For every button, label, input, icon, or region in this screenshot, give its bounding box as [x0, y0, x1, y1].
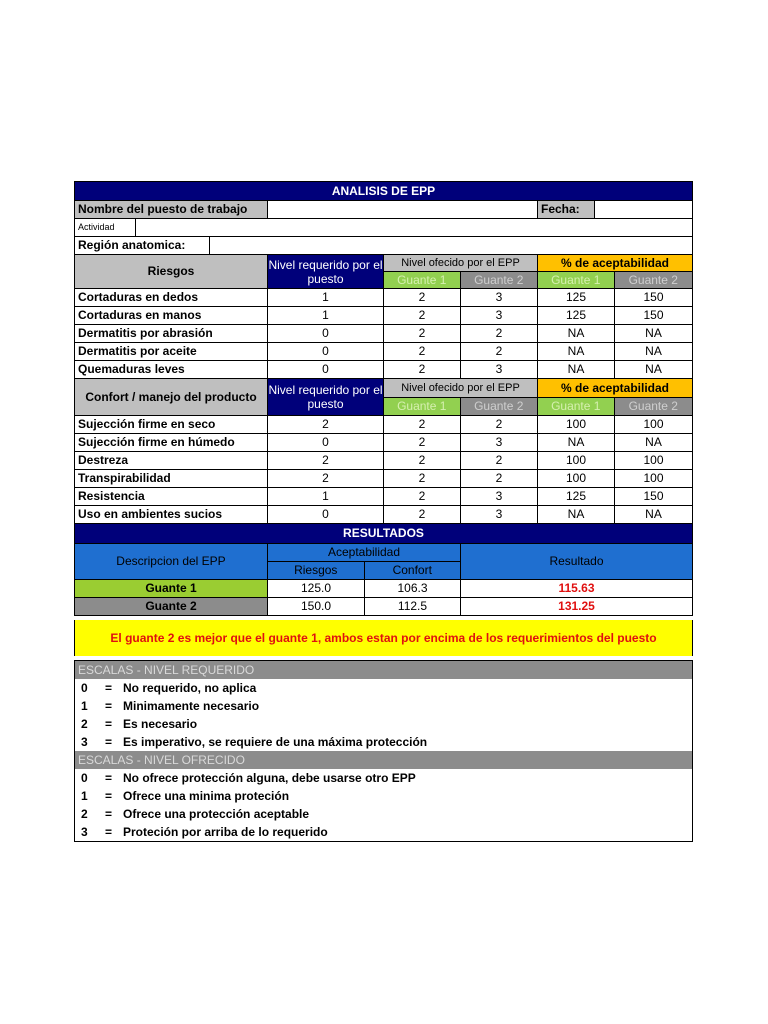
row-name: Transpirabilidad	[74, 470, 268, 488]
conclusion-banner: El guante 2 es mejor que el guante 1, ambos estan por encima de los requerimientos del puesto	[74, 620, 693, 656]
row-req: 0	[268, 506, 384, 524]
scale-text: Ofrece una minima proteción	[123, 789, 290, 803]
riesgos-rows	[74, 289, 693, 379]
resultados-aceptabilidad-header: Aceptabilidad	[268, 544, 460, 562]
resultado-guante1-confort: 106.3	[365, 580, 461, 598]
row-a1: 100	[538, 452, 615, 470]
row-req: 1	[268, 289, 384, 307]
scale-number: 0	[81, 681, 88, 695]
confort-aceptabilidad-guante1: Guante 1	[538, 398, 615, 415]
resultados-resultado-header: Resultado	[461, 544, 693, 580]
confort-aceptabilidad-group	[538, 379, 693, 416]
scale-number: 1	[81, 699, 88, 713]
scale-text: Proteción por arriba de lo requerido	[123, 825, 328, 839]
riesgos-aceptabilidad-guante1: Guante 1	[538, 272, 615, 288]
escalas-requerido-title: ESCALAS - NIVEL REQUERIDO	[75, 661, 692, 679]
row-a1: 100	[538, 470, 615, 488]
riesgos-nivel-requerido-header: Nivel requerido por el puesto	[268, 255, 384, 289]
puesto-value-cell[interactable]	[268, 201, 538, 219]
resultado-guante2-confort: 112.5	[365, 598, 461, 616]
row-o2: 3	[461, 289, 538, 307]
region-value-cell[interactable]	[210, 237, 693, 255]
row-req: 1	[268, 488, 384, 506]
row-o2: 3	[461, 434, 538, 452]
riesgos-ofrecido-guante1: Guante 1	[384, 272, 461, 288]
row-name: Sujección firme en húmedo	[74, 434, 268, 452]
scale-text: No requerido, no aplica	[123, 681, 257, 695]
region-label: Región anatomica:	[74, 237, 210, 255]
list-item	[75, 733, 692, 751]
row-a2: 100	[615, 416, 693, 434]
row-o1: 2	[384, 506, 461, 524]
resultados-confort-header: Confort	[365, 562, 461, 579]
row-a1: NA	[538, 434, 615, 452]
row-name: Dermatitis por aceite	[74, 343, 268, 361]
table-row	[74, 416, 693, 434]
confort-header-row	[74, 379, 693, 416]
row-name: Dermatitis por abrasión	[74, 325, 268, 343]
row-a1: NA	[538, 343, 615, 361]
actividad-row	[74, 219, 693, 237]
list-item	[75, 787, 692, 805]
riesgos-aceptabilidad-group	[538, 255, 693, 289]
row-name: Cortaduras en dedos	[74, 289, 268, 307]
equals-sign: =	[105, 825, 113, 839]
row-o1: 2	[384, 289, 461, 307]
equals-sign: =	[105, 717, 113, 731]
row-a2: NA	[615, 325, 693, 343]
scale-number: 2	[81, 807, 88, 821]
resultado-guante1-riesgos: 125.0	[268, 580, 365, 598]
table-row	[74, 470, 693, 488]
row-a1: NA	[538, 506, 615, 524]
riesgos-header-row	[74, 255, 693, 289]
row-a1: 125	[538, 488, 615, 506]
table-row	[74, 580, 693, 598]
escalas-box	[74, 660, 693, 842]
scale-text: Es imperativo, se requiere de una máxima protección	[123, 735, 428, 749]
riesgos-aceptabilidad-guante2: Guante 2	[615, 272, 693, 288]
row-name: Resistencia	[74, 488, 268, 506]
confort-nivel-ofrecido-group	[384, 379, 538, 416]
row-req: 1	[268, 307, 384, 325]
row-o2: 2	[461, 452, 538, 470]
resultados-aceptabilidad-group	[268, 544, 461, 580]
table-row	[74, 506, 693, 524]
riesgos-section-label: Riesgos	[74, 255, 268, 289]
row-a2: 100	[615, 452, 693, 470]
scale-number: 3	[81, 735, 88, 749]
row-name: Uso en ambientes sucios	[74, 506, 268, 524]
scale-text: Minimamente necesario	[123, 699, 260, 713]
row-o1: 2	[384, 343, 461, 361]
row-o1: 2	[384, 361, 461, 379]
row-o2: 3	[461, 488, 538, 506]
row-name: Destreza	[74, 452, 268, 470]
row-a2: 150	[615, 488, 693, 506]
row-req: 0	[268, 325, 384, 343]
table-row	[74, 289, 693, 307]
row-a1: 125	[538, 289, 615, 307]
riesgos-aceptabilidad-header: % de aceptabilidad	[538, 255, 692, 272]
puesto-row	[74, 201, 693, 219]
table-row	[74, 343, 693, 361]
row-a2: NA	[615, 434, 693, 452]
confort-aceptabilidad-header: % de aceptabilidad	[538, 379, 692, 398]
row-a2: NA	[615, 343, 693, 361]
resultados-title: RESULTADOS	[74, 524, 693, 544]
riesgos-ofrecido-guante2: Guante 2	[461, 272, 538, 288]
title-row	[74, 181, 693, 201]
resultado-guante1-value: 115.63	[461, 580, 693, 598]
table-row	[74, 325, 693, 343]
row-o2: 2	[461, 416, 538, 434]
scale-text: Es necesario	[123, 717, 198, 731]
confort-aceptabilidad-guante2: Guante 2	[615, 398, 693, 415]
scale-number: 3	[81, 825, 88, 839]
row-req: 0	[268, 361, 384, 379]
resultado-guante1-name: Guante 1	[74, 580, 268, 598]
row-a1: NA	[538, 325, 615, 343]
resultados-title-row	[74, 524, 693, 544]
scale-text: No ofrece protección alguna, debe usarse otro EPP	[123, 771, 416, 785]
actividad-value-cell[interactable]	[136, 219, 693, 237]
scale-number: 1	[81, 789, 88, 803]
confort-section-label: Confort / manejo del producto	[74, 379, 268, 416]
riesgos-nivel-ofrecido-group	[384, 255, 538, 289]
row-name: Quemaduras leves	[74, 361, 268, 379]
row-a2: 100	[615, 470, 693, 488]
scale-text: Ofrece una protección aceptable	[123, 807, 310, 821]
table-row	[74, 307, 693, 325]
row-req: 0	[268, 434, 384, 452]
resultado-guante2-riesgos: 150.0	[268, 598, 365, 616]
table-row	[74, 598, 693, 616]
row-o1: 2	[384, 307, 461, 325]
list-item	[75, 769, 692, 787]
table-row	[74, 452, 693, 470]
row-a2: 150	[615, 307, 693, 325]
resultado-guante2-name: Guante 2	[74, 598, 268, 616]
fecha-value-cell[interactable]	[595, 201, 693, 219]
row-req: 2	[268, 416, 384, 434]
row-a2: 150	[615, 289, 693, 307]
confort-ofrecido-guante2: Guante 2	[461, 398, 538, 415]
equals-sign: =	[105, 771, 113, 785]
row-o2: 2	[461, 470, 538, 488]
list-item	[75, 697, 692, 715]
row-a2: NA	[615, 506, 693, 524]
row-name: Cortaduras en manos	[74, 307, 268, 325]
puesto-label: Nombre del puesto de trabajo	[74, 201, 268, 219]
table-row	[74, 488, 693, 506]
row-o1: 2	[384, 452, 461, 470]
epp-analysis-sheet	[74, 181, 693, 842]
row-o2: 2	[461, 325, 538, 343]
sheet-title: ANALISIS DE EPP	[74, 181, 693, 201]
table-row	[74, 361, 693, 379]
confort-nivel-ofrecido-header: Nivel ofecido por el EPP	[384, 379, 537, 398]
resultado-guante2-value: 131.25	[461, 598, 693, 616]
row-o1: 2	[384, 470, 461, 488]
list-item	[75, 715, 692, 733]
escalas-ofrecido-title: ESCALAS - NIVEL OFRECIDO	[75, 751, 692, 769]
scale-number: 0	[81, 771, 88, 785]
row-a1: NA	[538, 361, 615, 379]
row-a1: 125	[538, 307, 615, 325]
row-name: Sujección firme en seco	[74, 416, 268, 434]
row-req: 2	[268, 452, 384, 470]
row-o1: 2	[384, 434, 461, 452]
row-o2: 3	[461, 307, 538, 325]
row-a1: 100	[538, 416, 615, 434]
resultados-riesgos-header: Riesgos	[268, 562, 365, 579]
riesgos-nivel-ofrecido-header: Nivel ofecido por el EPP	[384, 255, 537, 272]
row-o1: 2	[384, 488, 461, 506]
row-o2: 3	[461, 361, 538, 379]
list-item	[75, 805, 692, 823]
list-item	[75, 823, 692, 841]
scale-number: 2	[81, 717, 88, 731]
region-row	[74, 237, 693, 255]
confort-ofrecido-guante1: Guante 1	[384, 398, 461, 415]
equals-sign: =	[105, 735, 113, 749]
equals-sign: =	[105, 681, 113, 695]
row-a2: NA	[615, 361, 693, 379]
confort-rows	[74, 416, 693, 524]
row-o2: 3	[461, 506, 538, 524]
equals-sign: =	[105, 789, 113, 803]
equals-sign: =	[105, 807, 113, 821]
table-row	[74, 434, 693, 452]
row-o1: 2	[384, 325, 461, 343]
actividad-label: Actividad	[74, 219, 136, 237]
confort-nivel-requerido-header: Nivel requerido por el puesto	[268, 379, 384, 416]
list-item	[75, 679, 692, 697]
resultados-descripcion-header: Descripcion del EPP	[74, 544, 268, 580]
resultados-header-row	[74, 544, 693, 580]
row-o2: 2	[461, 343, 538, 361]
equals-sign: =	[105, 699, 113, 713]
row-o1: 2	[384, 416, 461, 434]
row-req: 0	[268, 343, 384, 361]
fecha-label: Fecha:	[538, 201, 595, 219]
row-req: 2	[268, 470, 384, 488]
